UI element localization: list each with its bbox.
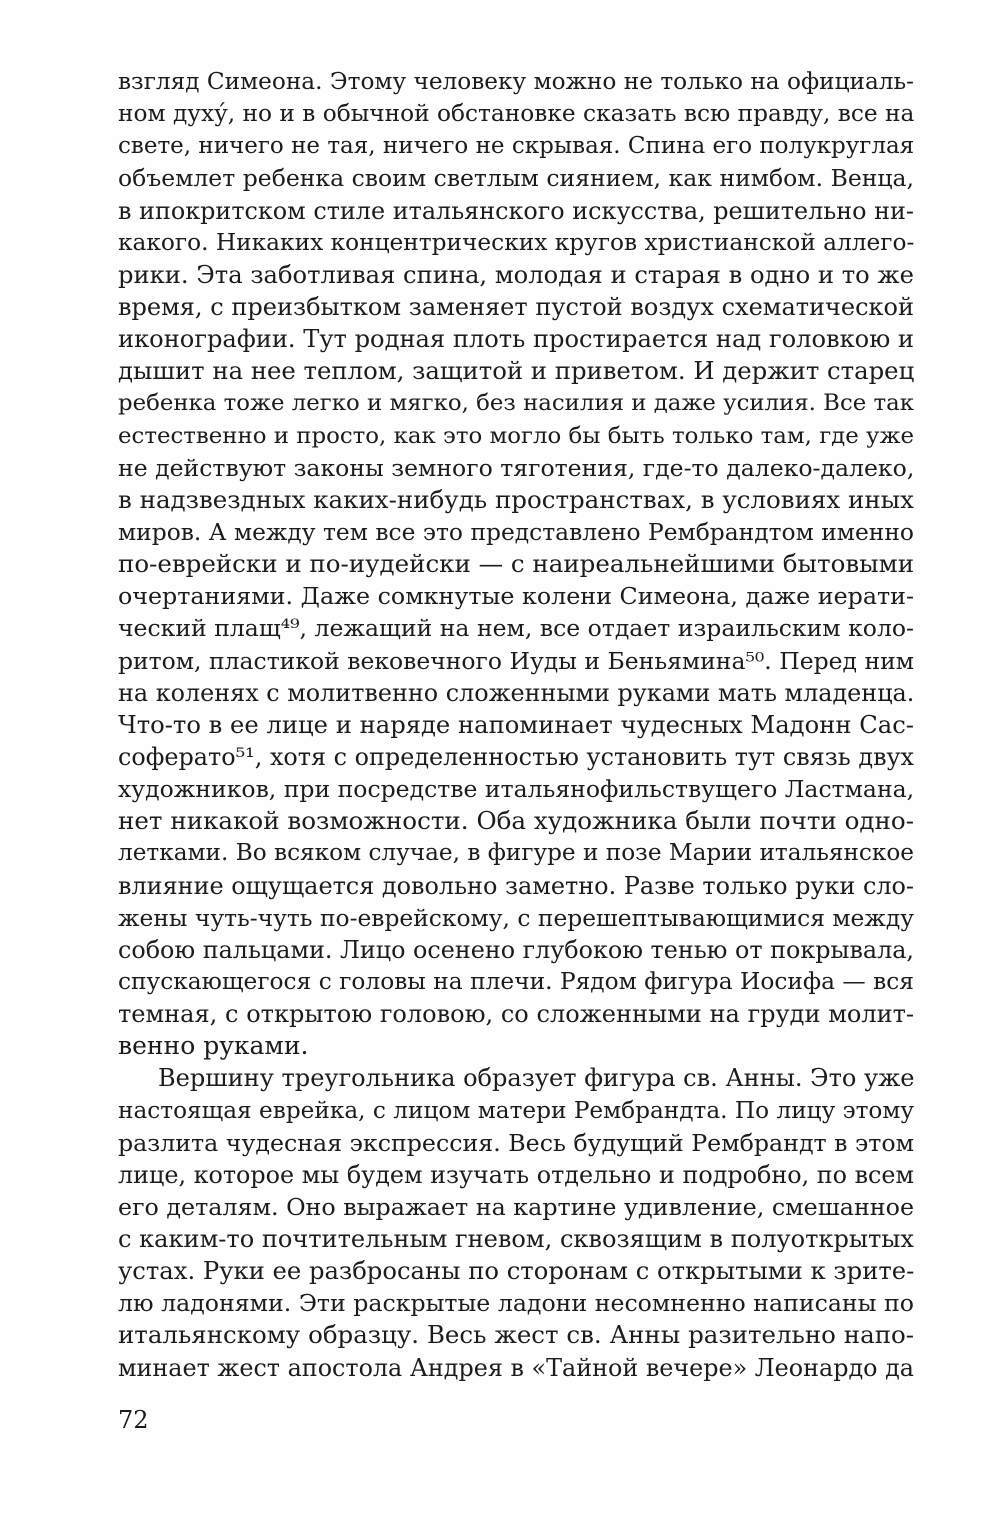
text-line: лю ладонями. Эти раскрытые ладони несомненно написаны по <box>118 1289 914 1318</box>
text-line: не действуют законы земного тяготения, где-то далеко-далеко, <box>118 453 915 482</box>
text-line: ритом, пластикой вековечного Иуды и Беньямина⁵⁰. Перед ним <box>118 646 914 675</box>
text-line: рики. Эта заботливая спина, молодая и старая в одно и то же <box>118 260 914 289</box>
text-line: очертаниями. Даже сомкнутые колени Симеона, даже иерати- <box>118 582 914 611</box>
text-line: ребенка тоже легко и мягко, без насилия и даже усилия. Все так <box>118 390 914 417</box>
text-line: естественно и просто, как это могло бы быть только там, где уже <box>118 422 914 449</box>
text-line: художников, при посредстве итальянофильствущего Ластмана, <box>118 775 915 804</box>
text-line: лице, которое мы будем изучать отдельно и подробно, по всем <box>118 1160 914 1189</box>
text-line: спускающегося с головы на плечи. Рядом фигура Иосифа — вся <box>118 967 914 995</box>
text-line: Что-то в ее лице и наряде напоминает чудесных Мадонн Сас- <box>118 709 914 739</box>
text-line: собою пальцами. Лицо осенено глубокою тенью от покрывала, <box>118 935 914 964</box>
text-line: ном духу́, но и в обычной обстановке сказать всю правду, все на <box>118 100 915 128</box>
text-line: жены чуть-чуть по-еврейскому, с перешептывающимися между <box>118 903 914 932</box>
text-line: его деталям. Оно выражает на картине удивление, смешанное <box>118 1192 915 1221</box>
paragraph <box>118 1062 914 1383</box>
text-line: нет никакой возможности. Оба художника были почти одно- <box>118 806 914 836</box>
text-line: взгляд Симеона. Этому человеку можно не только на официаль- <box>118 68 914 95</box>
text-line: дышит на нее теплом, защитой и приветом. И держит старец <box>118 356 915 386</box>
text-line: иконографии. Тут родная плоть простирается над головкою и <box>118 325 914 354</box>
text-line: настоящая еврейка, с лицом матери Рембрандта. По лицу этому <box>118 1096 915 1124</box>
text-line: миров. А между тем все это представлено Рембрандтом именно <box>118 517 914 546</box>
text-line: Вершину треугольника образует фигура св. Анны. Это уже <box>158 1064 915 1093</box>
page-number: 72 <box>118 1406 149 1434</box>
text-line: разлита чудесная экспрессия. Весь будущий Рембрандт в этом <box>118 1128 915 1157</box>
body-text <box>118 66 914 1384</box>
text-line: венно руками. <box>118 1031 309 1061</box>
text-line: устах. Руки ее разбросаны по сторонам с открытыми к зрите- <box>118 1256 915 1286</box>
text-line: какого. Никаких концентрических кругов христианской аллего- <box>118 228 915 256</box>
text-line: свете, ничего не тая, ничего не скрывая. Спина его полукруглая <box>118 133 915 160</box>
paragraph <box>118 66 914 1062</box>
text-line: с каким-то почтительным гневом, сквозящим в полуоткрытых <box>118 1225 914 1254</box>
text-line: летками. Во всяком случае, в фигуре и позе Марии итальянское <box>118 839 914 867</box>
text-line: время, с преизбытком заменяет пустой воздух схематической <box>118 292 914 321</box>
text-line: ческий плащ⁴⁹, лежащий на нем, все отдает израильским коло- <box>118 614 914 643</box>
text-line: в ипокритском стиле итальянского искусства, решительно ни- <box>118 196 914 225</box>
text-line: объемлет ребенка своим светлым сиянием, как нимбом. Венца, <box>118 164 914 193</box>
text-line: по-еврейски и по-иудейски — с наиреальнейшими бытовыми <box>118 549 915 579</box>
text-line: соферато⁵¹, хотя с определенностью установить тут связь двух <box>118 742 914 771</box>
text-line: влияние ощущается довольно заметно. Разве только руки сло- <box>118 871 914 900</box>
text-line: итальянскому образцу. Весь жест св. Анны разительно напо- <box>118 1320 914 1350</box>
text-line: в надзвездных каких-нибудь пространствах, в условиях иных <box>118 484 914 514</box>
text-line: темная, с открытою головою, со сложенными на груди молит- <box>118 1000 914 1029</box>
text-line: минает жест апостола Андрея в «Тайной вечере» Леонардо да <box>118 1353 914 1382</box>
text-line: на коленях с молитвенно сложенными руками мать младенца. <box>118 678 915 707</box>
